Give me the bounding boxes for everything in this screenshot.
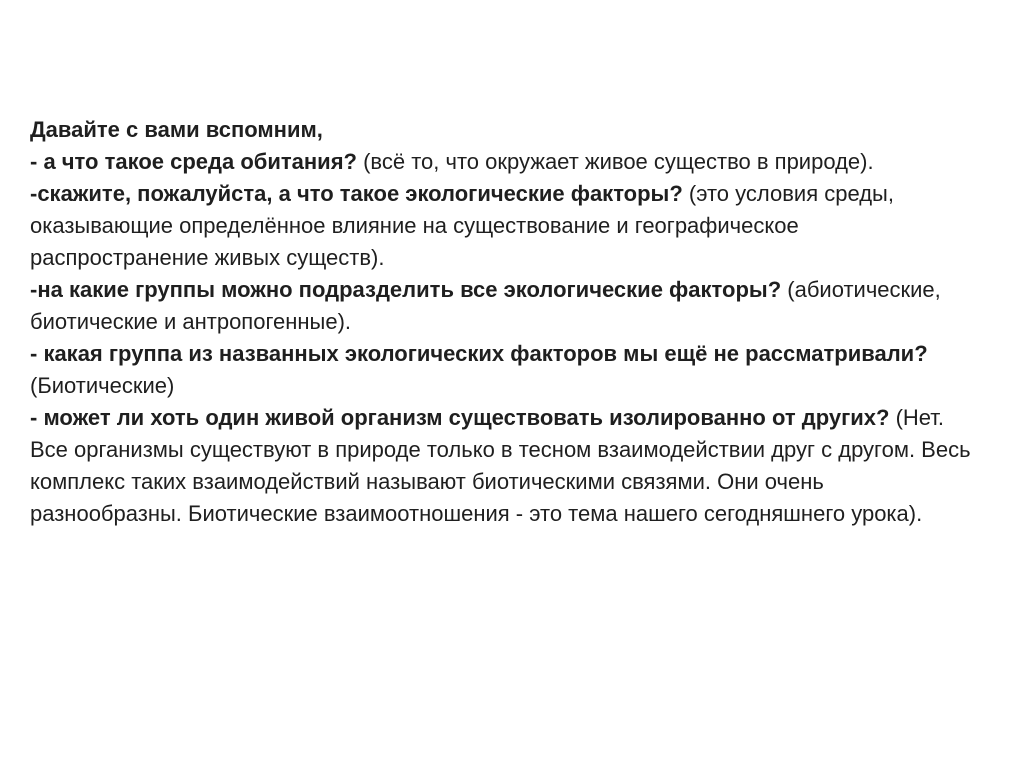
answer-text: (абиотические, биотические и антропогенные). — [30, 277, 941, 334]
answer-text: (это условия среды, оказывающие определённое влияние на существование и географическое распространение живых существ). — [30, 181, 894, 270]
lesson-text-block — [30, 114, 980, 530]
answer-text: (всё то, что окружает живое существо в природе). — [356, 149, 874, 174]
question-text: Давайте с вами вспомним, — [30, 117, 323, 142]
paragraph — [30, 146, 980, 178]
paragraph — [30, 114, 980, 146]
question-text: -на какие группы можно подразделить все экологические факторы? — [30, 277, 782, 302]
paragraph — [30, 338, 980, 402]
question-text: - а что такое среда обитания? — [30, 149, 357, 174]
question-text: - какая группа из названных экологических факторов мы ещё не рассматривали? — [30, 341, 928, 366]
answer-text: (Биотические) — [30, 373, 175, 398]
question-text: - может ли хоть один живой организм существовать изолированно от других? — [30, 405, 890, 430]
paragraph — [30, 402, 980, 530]
question-text: -скажите, пожалуйста, а что такое экологические факторы? — [30, 181, 683, 206]
paragraph — [30, 274, 980, 338]
answer-text: (Нет. Все организмы существуют в природе только в тесном взаимодействии друг с другом. Весь комплекс таких взаимодействий называют биотическими связями. Они очень разнообразны. Биотические взаимоотношения - это тема нашего сегодняшнего урока). — [30, 405, 971, 526]
paragraph — [30, 178, 980, 274]
